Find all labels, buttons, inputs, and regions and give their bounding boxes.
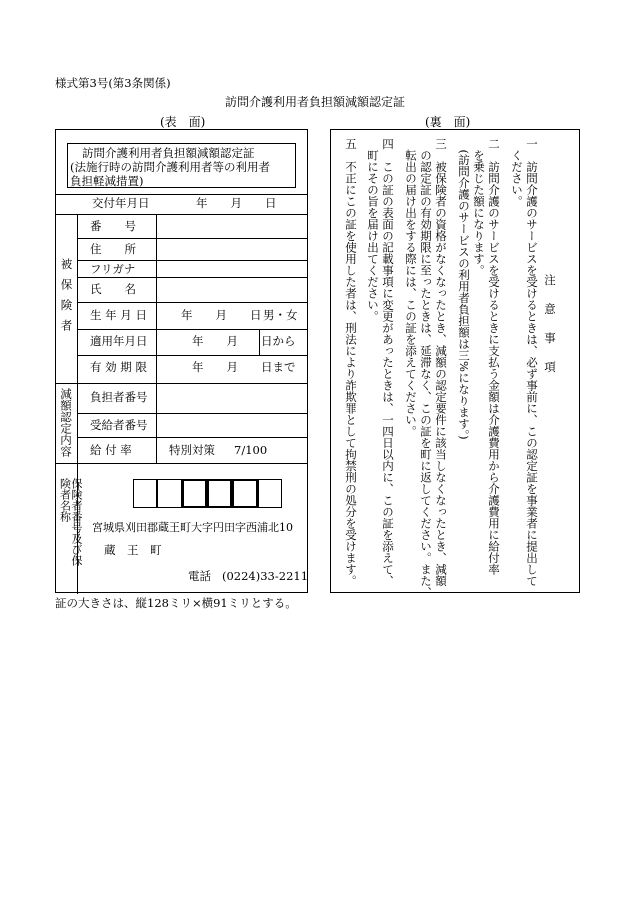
note-item: 四 この証の表面の記載事項に変更があったときは、一四日以内に、この証を添えて、 <box>381 138 395 587</box>
sex-value: 男・女 <box>263 308 298 322</box>
insurer-address: 宮城県刈田郡蔵王町大字円田字西浦北10 <box>92 521 293 534</box>
payer-number-label: 負担者番号 <box>90 390 148 404</box>
insurer-number-cell <box>207 479 232 508</box>
cert-title: 訪問介護利用者負担額減額認定証 <box>82 146 255 160</box>
note-item: 転出の届け出をする際には、この証を添えてください。 <box>404 138 418 437</box>
note-item: 町にその旨を届け出てください。 <box>366 138 380 322</box>
size-footnote: 証の大きさは、縦128ミリ×横91ミリとする。 <box>55 596 297 610</box>
benefit-rate-label: 給 付 率 <box>90 443 132 457</box>
cert-subtitle-line1: (法施行時の訪問介護利用者等の利用者 <box>70 160 270 174</box>
insurer-name: 蔵 王 町 <box>104 543 162 557</box>
note-item: の認定証の有効期限に至ったときは、延滞なく、この証を町に返してください。また、 <box>419 138 433 598</box>
insured-person-label: 被保険者 <box>59 258 74 340</box>
note-item: (訪問介護のサービスの利用者負担額は三%になります。) <box>457 138 471 440</box>
front-side-label: (表 面) <box>160 115 206 129</box>
note-item: ください。 <box>510 138 524 207</box>
valid-until-value: 年 月 日まで <box>192 360 296 374</box>
birth-date-label: 生 年 月 日 <box>90 308 147 322</box>
furigana-label: フリガナ <box>90 262 136 276</box>
note-item: 二 訪問介護のサービスを受けるときに支払う金額は介護費用から介護費用に給付率 <box>487 138 501 575</box>
note-item: 三 被保険者の資格がなくなったとき、減額の認定要件に該当しなくなったとき、減額 <box>434 138 448 587</box>
insurer-label: 保険者番号及び保険者名称 <box>58 478 83 566</box>
recipient-number-label: 受給者番号 <box>90 418 148 432</box>
valid-until-label: 有 効 期 限 <box>90 360 147 374</box>
name-label: 氏 名 <box>90 282 136 296</box>
document-title: 訪問介護利用者負担額減額認定証 <box>225 95 406 109</box>
birth-date-value: 年 月 日 <box>181 308 262 322</box>
cert-subtitle-line2: 負担軽減措置) <box>70 174 144 188</box>
insurer-number-cell <box>133 479 157 508</box>
certificate-front <box>55 129 308 593</box>
issue-date-label: 交付年月日 <box>92 196 150 210</box>
certificate-back <box>330 129 580 598</box>
phone-number: (0224)33-2211 <box>222 569 309 583</box>
apply-date-label: 適用年月日 <box>90 334 148 348</box>
benefit-type: 特別対策 <box>169 443 215 457</box>
notes-heading: 注 意 事 項 <box>543 274 557 376</box>
reduction-content-label: 減額認定内容 <box>59 388 73 457</box>
apply-date-value: 年 月 日から <box>192 334 296 348</box>
insurer-number-cell <box>157 479 182 508</box>
note-item: 一 訪問介護のサービスを受けるときは、必ず事前に、この認定証を事業者に提出して <box>525 138 539 587</box>
address-label: 住 所 <box>90 242 136 256</box>
insurer-number-cell <box>258 479 282 508</box>
insurer-number-cell <box>182 479 207 508</box>
form-number: 様式第3号(第3条関係) <box>55 76 171 90</box>
phone-label: 電話 <box>188 569 211 583</box>
note-item: 五 不正にこの証を使用した者は、刑法により詐欺罪として拘禁刑の処分を受けます。 <box>344 138 358 587</box>
insurer-number-cell <box>232 479 258 508</box>
issue-date-value: 年 月 日 <box>196 196 277 210</box>
number-label: 番 号 <box>90 219 136 233</box>
back-side-label: (裏 面) <box>425 115 471 129</box>
benefit-rate-value: 7/100 <box>234 443 268 457</box>
note-item: を乗じた額になります。 <box>472 138 486 276</box>
